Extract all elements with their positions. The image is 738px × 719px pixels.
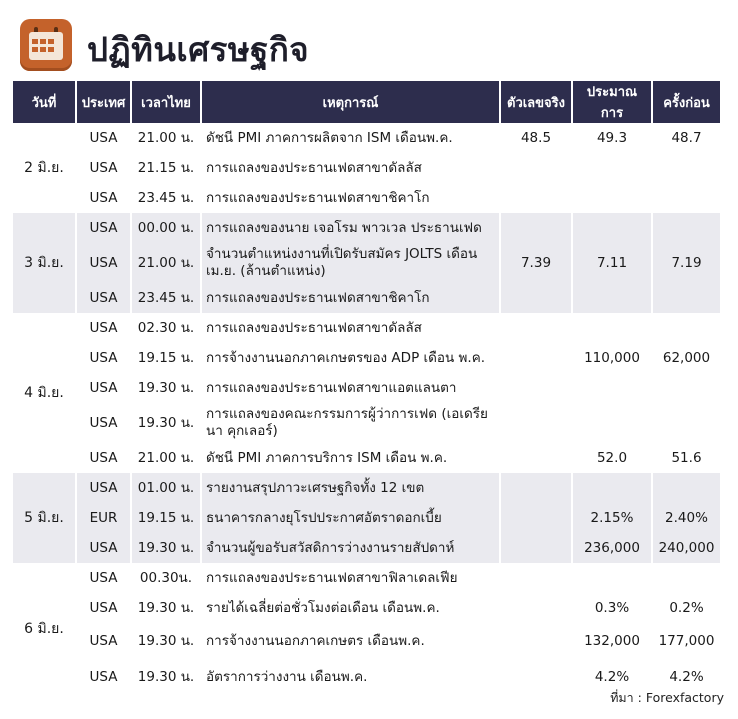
previous-cell [652, 373, 720, 403]
previous-cell [652, 403, 720, 443]
time-cell: 21.15 น. [131, 153, 201, 183]
forecast-cell: 52.0 [572, 443, 652, 473]
actual-cell [500, 313, 572, 343]
time-cell: 19.30 น. [131, 623, 201, 659]
event-cell: รายงานสรุปภาวะเศรษฐกิจทั้ง 12 เขต [201, 473, 500, 503]
country-cell: USA [76, 213, 131, 243]
country-cell: EUR [76, 503, 131, 533]
time-cell: 00.00 น. [131, 213, 201, 243]
previous-cell: 177,000 [658, 632, 715, 649]
column-header-previous: ครั้งก่อน [652, 81, 720, 123]
column-header-actual: ตัวเลขจริง [500, 81, 572, 123]
column-header-date: วันที่ [13, 81, 76, 123]
time-cell: 19.30 น. [131, 403, 201, 443]
previous-cell [652, 153, 720, 183]
forecast-cell [572, 373, 652, 403]
actual-cell [500, 473, 572, 503]
country-cell: USA [76, 533, 131, 563]
forecast-cell [572, 563, 652, 593]
actual-cell [500, 533, 572, 563]
date-cell: 2 มิ.ย. [13, 123, 76, 213]
previous-cell: 7.19 [652, 243, 720, 283]
event-cell: ธนาคารกลางยุโรปประกาศอัตราดอกเบี้ย [201, 503, 500, 533]
table-row [13, 443, 720, 473]
forecast-cell [572, 213, 652, 243]
actual-cell [500, 283, 572, 313]
event-cell: ดัชนี PMI ภาคการผลิตจาก ISM เดือนพ.ค. [201, 123, 500, 153]
country-cell: USA [76, 443, 131, 473]
country-cell: USA [76, 473, 131, 503]
forecast-cell: 2.15% [572, 503, 652, 533]
time-cell: 21.00 น. [131, 123, 201, 153]
column-header-time: เวลาไทย [131, 81, 201, 123]
column-header-country: ประเทศ [76, 81, 131, 123]
table-row [13, 343, 720, 373]
column-header-event: เหตุการณ์ [201, 81, 500, 123]
forecast-cell: 0.3% [572, 593, 652, 623]
event-cell: จำนวนผู้ขอรับสวัสดิการว่างงานรายสัปดาห์ [201, 533, 500, 563]
table-row [13, 243, 720, 283]
date-cell: 6 มิ.ย. [13, 563, 76, 695]
country-cell: USA [76, 593, 131, 623]
time-cell: 02.30 น. [131, 313, 201, 343]
previous-cell [652, 473, 720, 503]
event-cell: การแถลงของประธานเฟดสาขาฟิลาเดลเฟีย [201, 563, 500, 593]
actual-cell [500, 373, 572, 403]
previous-cell: 48.7 [671, 129, 702, 146]
time-cell: 19.15 น. [131, 343, 201, 373]
event-cell: รายได้เฉลี่ยต่อชั่วโมงต่อเดือน เดือนพ.ค. [201, 593, 500, 623]
actual-cell [500, 659, 572, 695]
table-row [13, 623, 720, 659]
time-cell: 23.45 น. [131, 183, 201, 213]
time-cell: 19.30 น. [131, 659, 201, 695]
previous-cell: 2.40% [652, 503, 720, 533]
forecast-cell: 110,000 [572, 343, 652, 373]
event-cell: การแถลงของประธานเฟดสาขาแอตแลนตา [201, 373, 500, 403]
table-row [13, 213, 720, 243]
country-cell: USA [76, 563, 131, 593]
time-cell: 19.30 น. [131, 533, 201, 563]
economic-calendar-table [13, 81, 720, 695]
previous-cell: 4.2% [669, 668, 704, 685]
time-cell: 01.00 น. [131, 473, 201, 503]
event-cell: จำนวนตำแหน่งงานที่เปิดรับสมัคร JOLTS เดือน เม.ย. (ล้านตำแหน่ง) [201, 243, 500, 283]
table-row [13, 473, 720, 503]
event-cell: การแถลงของประธานเฟดสาขาดัลลัส [201, 153, 500, 183]
calendar-icon [20, 19, 72, 71]
country-cell: USA [76, 243, 131, 283]
time-cell: 21.00 น. [131, 243, 201, 283]
source-note: ที่มา : Forexfactory [610, 690, 724, 705]
time-cell: 00.30น. [131, 563, 201, 593]
table-header-row [13, 81, 720, 123]
event-cell: การจ้างงานนอกภาคเกษตร เดือนพ.ค. [201, 623, 500, 659]
forecast-cell: 49.3 [572, 123, 652, 153]
previous-cell: 0.2% [669, 599, 704, 616]
table-body [13, 123, 720, 695]
previous-cell: 240,000 [652, 533, 720, 563]
event-cell: การแถลงของคณะกรรมการผู้ว่าการเฟด (เอเดรียนา คุกเลอร์) [201, 403, 500, 443]
table-row [13, 123, 720, 153]
actual-cell [500, 343, 572, 373]
forecast-cell: 4.2% [572, 659, 652, 695]
event-cell: การแถลงของประธานเฟดสาขาชิคาโก [201, 283, 500, 313]
country-cell: USA [76, 123, 131, 153]
country-cell: USA [76, 283, 131, 313]
time-cell: 21.00 น. [131, 443, 201, 473]
forecast-cell: 236,000 [572, 533, 652, 563]
actual-cell: 48.5 [500, 123, 572, 153]
actual-cell: 7.39 [500, 243, 572, 283]
time-cell: 19.30 น. [131, 593, 201, 623]
event-cell: การจ้างงานนอกภาคเกษตรของ ADP เดือน พ.ค. [201, 343, 500, 373]
table-row [13, 183, 720, 213]
time-cell: 19.15 น. [131, 503, 201, 533]
table-row [13, 563, 720, 593]
country-cell: USA [76, 373, 131, 403]
event-cell: การแถลงของนาย เจอโรม พาวเวล ประธานเฟด [201, 213, 500, 243]
table-row [13, 503, 720, 533]
actual-cell [500, 153, 572, 183]
forecast-cell [572, 473, 652, 503]
country-cell: USA [76, 313, 131, 343]
previous-cell [652, 563, 720, 593]
previous-cell [652, 313, 720, 343]
previous-cell: 51.6 [671, 449, 702, 466]
country-cell: USA [76, 183, 131, 213]
table-row [13, 593, 720, 623]
actual-cell [500, 593, 572, 623]
table-row [13, 283, 720, 313]
table-row [13, 373, 720, 403]
forecast-cell [572, 283, 652, 313]
page-title: ปฏิทินเศรษฐกิจ [87, 30, 310, 69]
previous-cell [652, 183, 720, 213]
event-cell: การแถลงของประธานเฟดสาขาชิคาโก [201, 183, 500, 213]
forecast-cell [572, 313, 652, 343]
previous-cell [652, 213, 720, 243]
actual-cell [500, 623, 572, 659]
previous-cell [652, 283, 720, 313]
column-header-forecast: ประมาณการ [572, 81, 652, 123]
country-cell: USA [76, 343, 131, 373]
forecast-cell: 7.11 [572, 243, 652, 283]
date-cell: 3 มิ.ย. [13, 213, 76, 313]
country-cell: USA [76, 403, 131, 443]
country-cell: USA [76, 153, 131, 183]
actual-cell [500, 443, 572, 473]
time-cell: 23.45 น. [131, 283, 201, 313]
date-cell: 5 มิ.ย. [13, 473, 76, 563]
event-cell: การแถลงของประธานเฟดสาขาดัลลัส [201, 313, 500, 343]
table-row [13, 533, 720, 563]
actual-cell [500, 183, 572, 213]
forecast-cell [572, 403, 652, 443]
time-cell: 19.30 น. [131, 373, 201, 403]
event-cell: ดัชนี PMI ภาคการบริการ ISM เดือน พ.ค. [201, 443, 500, 473]
actual-cell [500, 403, 572, 443]
actual-cell [500, 213, 572, 243]
event-cell: อัตราการว่างงาน เดือนพ.ค. [201, 659, 500, 695]
table-row [13, 153, 720, 183]
page-header [16, 17, 716, 75]
previous-cell: 62,000 [662, 349, 711, 366]
country-cell: USA [76, 623, 131, 659]
forecast-cell: 132,000 [572, 623, 652, 659]
actual-cell [500, 503, 572, 533]
forecast-cell [572, 183, 652, 213]
table-row [13, 313, 720, 343]
forecast-cell [572, 153, 652, 183]
country-cell: USA [76, 659, 131, 695]
actual-cell [500, 563, 572, 593]
date-cell: 4 มิ.ย. [13, 313, 76, 473]
table-row [13, 403, 720, 443]
